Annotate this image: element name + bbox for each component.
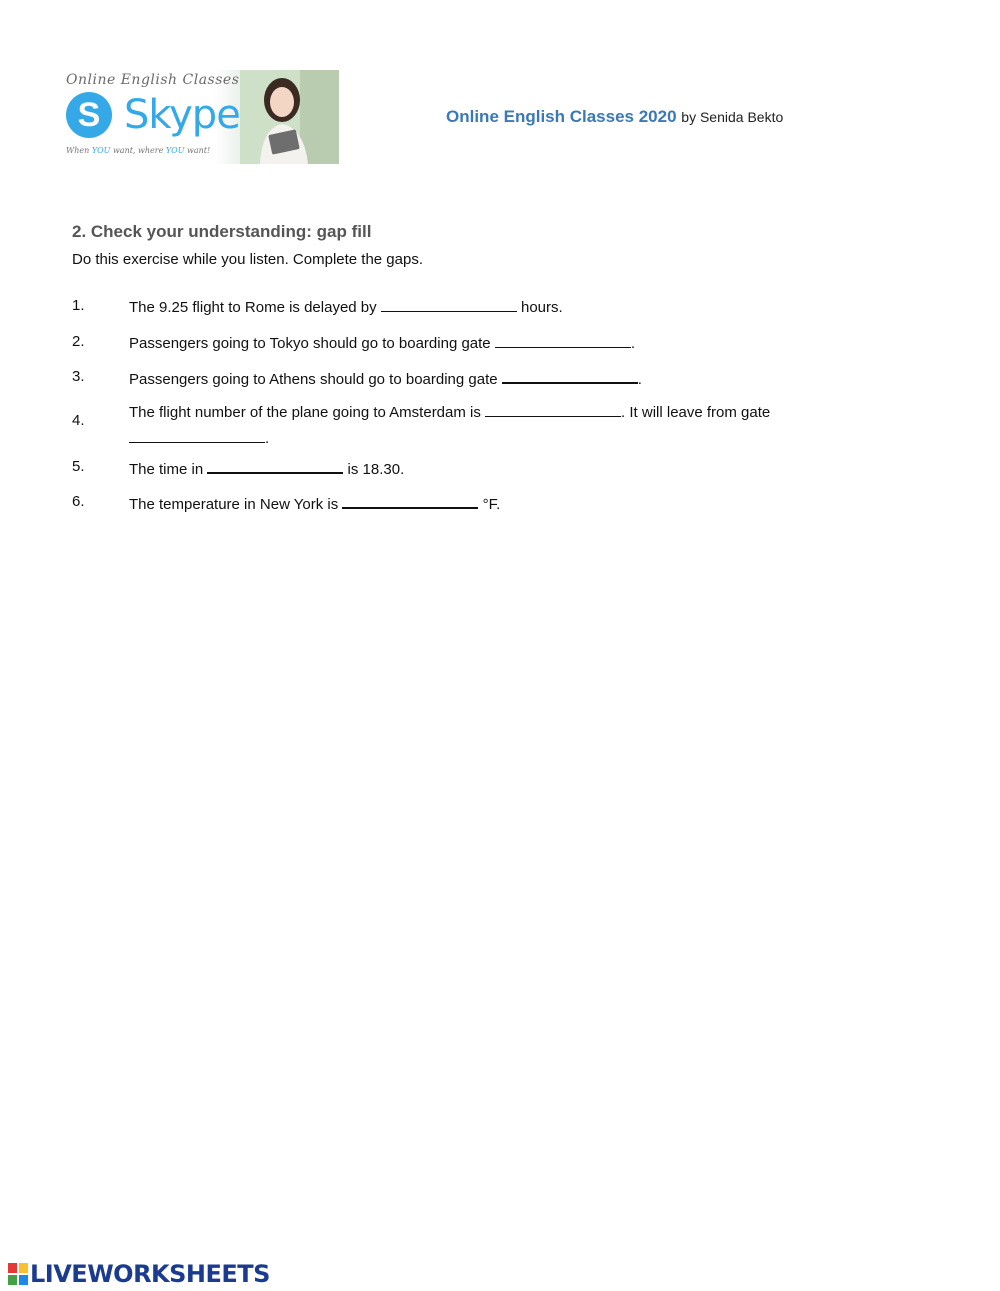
answer-gap-5[interactable] <box>207 458 343 474</box>
question-number: 5. <box>72 458 85 475</box>
answer-gap-4a[interactable] <box>485 402 621 417</box>
logo-tagline: When YOU want, where YOU want! <box>66 146 211 155</box>
liveworksheets-logo[interactable] <box>8 1260 270 1288</box>
section-title: 2. Check your understanding: gap fill <box>72 222 372 241</box>
header-title: Online English Classes 2020 by Senida Bekto <box>446 107 784 126</box>
question-number: 4. <box>72 412 85 429</box>
logo-script-text: Online English Classes <box>66 72 240 88</box>
question-number: 6. <box>72 493 85 510</box>
liveworksheets-wordmark: LIVEWORKSHEETS <box>30 1260 270 1288</box>
answer-gap-6[interactable] <box>342 493 478 509</box>
question-number: 3. <box>72 368 85 385</box>
question-number: 1. <box>72 297 85 314</box>
instructions: Do this exercise while you listen. Complete the gaps. <box>72 251 424 268</box>
student-photo-image <box>240 70 339 164</box>
question-number: 2. <box>72 333 85 350</box>
liveworksheets-mark-icon <box>8 1263 28 1285</box>
skype-logo-banner <box>62 70 339 164</box>
skype-icon: S <box>66 92 112 138</box>
answer-gap-1[interactable] <box>381 297 517 312</box>
answer-gap-4b[interactable] <box>129 428 265 443</box>
answer-gap-2[interactable] <box>495 333 631 348</box>
question-4-line-2: . <box>129 428 269 447</box>
author-credit: by Senida Bekto <box>681 109 784 125</box>
skype-wordmark: Skype <box>124 92 240 138</box>
answer-gap-3[interactable] <box>502 368 638 384</box>
